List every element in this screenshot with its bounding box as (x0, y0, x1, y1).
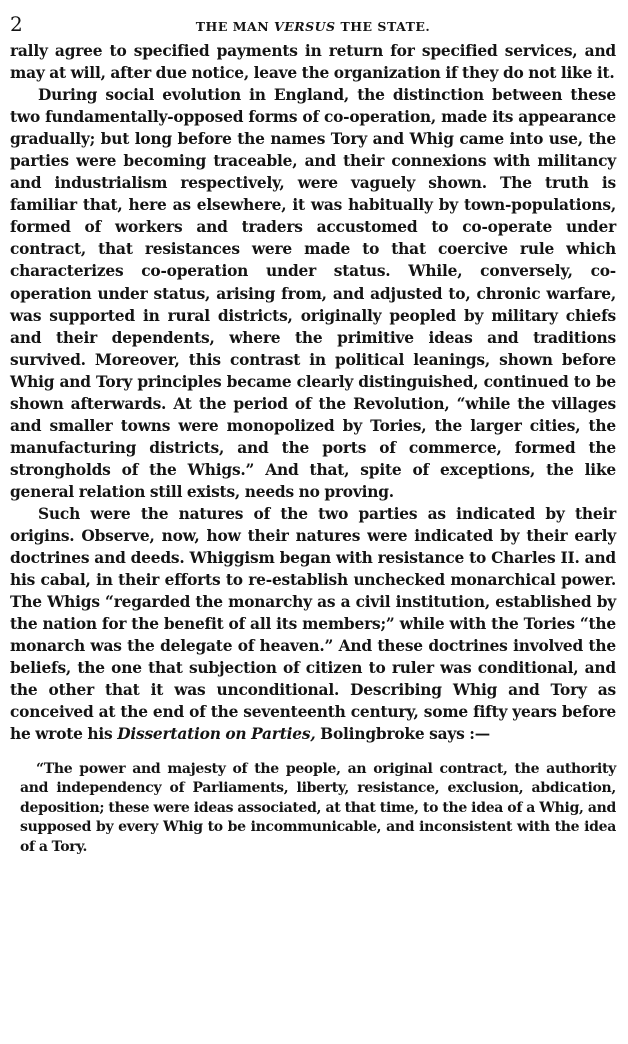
paragraph-continued: rally agree to specified payments in return for specified services, and may at will, after due notice, leave the organization if they do not like it. (10, 42, 616, 83)
running-title (10, 19, 616, 34)
title-italic: VERSUS (274, 19, 336, 34)
book-page (10, 14, 616, 857)
title-part-2: THE STATE. (335, 19, 431, 34)
paragraph-text-end: Bolingbroke says :— (315, 725, 490, 744)
book-title-italic: Dissertation on Parties, (117, 725, 316, 744)
paragraph-text: Such were the natures of the two parties as indicated by their origins. Observe, now, how their natures were indicated by their early doctrines and deeds. Whiggism began with resistance to Charles II. and his cabal, in their efforts to re-establish unchecked monarchical power. The Whigs “regarded the monarchy as a civil institution, established by the nation for the benefit of all its members;” while with the Tories “the monarch was the delegate of heaven.” And these doctrines involved the beliefs, the one that subjection of citizen to ruler was conditional, and the other that it was unconditional. Describing Whig and Tory as conceived at the end of the seventeenth century, some fifty years before he wrote his (10, 504, 616, 744)
running-head (10, 14, 616, 40)
paragraph-party-natures (10, 503, 616, 746)
paragraph-social-evolution: During social evolution in England, the distinction between these two fundamentally-opposed forms of co-operation, made its appearance gradually; but long before the names Tory and Whig came into use, the parties were becoming traceable, and their connexions with militancy and industrialism respectively, were vaguely shown. The truth is familiar that, here as elsewhere, it was habitually by town-populations, formed of workers and traders accustomed to co-operate under contract, that resistances were made to that coercive rule which characterizes co-operation under status. While, conversely, co-operation under status, arising from, and adjusted to, chronic warfare, was supported in rural districts, originally peopled by military chiefs and their dependents, where the primitive ideas and traditions survived. Moreover, this contrast in political leanings, shown before Whig and Tory principles became clearly distinguished, continued to be shown afterwards. At the period of the Revolution, “while the villages and smaller towns were monopolized by Tories, the larger cities, the manufacturing districts, and the ports of commerce, formed the strongholds of the Whigs.” And that, spite of exceptions, the like general relation still exists, needs no proving. (10, 86, 616, 501)
block-quote: “The power and majesty of the people, an original contract, the authority and independency of Parliaments, liberty, resistance, exclusion, abdication, deposition; these were ideas associated, at that time, to the idea of a Whig, and supposed by every Whig to be incommunicable, and inconsistent with the idea of a Tory. (20, 760, 616, 855)
body-text (10, 40, 616, 746)
page-number: 2 (10, 12, 24, 36)
title-part-1: THE MAN (195, 19, 275, 34)
